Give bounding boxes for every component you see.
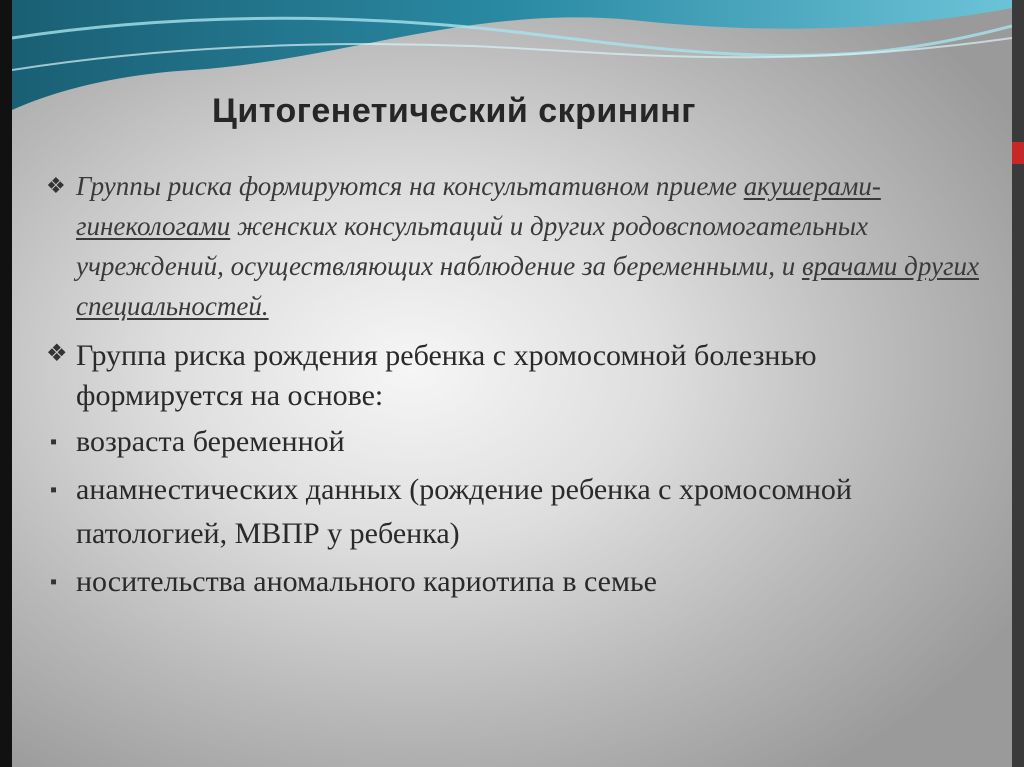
slide-content: [40, 166, 990, 604]
sub-item-text: возраста беременной: [76, 425, 345, 458]
bullet1-underlined-a: акушерами-гинекологами: [76, 171, 881, 241]
sub-item-text: носительства аномального кариотипа в семье: [76, 565, 657, 598]
sub-item-karyotype: [40, 560, 990, 604]
accent-red-marker: [1012, 142, 1024, 164]
bullet2-text: Группа риска рождения ребенка с хромосомной болезнью формируется на основе:: [76, 339, 817, 412]
bullet-risk-groups: [40, 166, 990, 326]
diamond-bullet-icon: ❖: [46, 173, 66, 198]
bullet-risk-basis: [40, 336, 990, 416]
square-bullet-icon: ▪: [50, 479, 58, 501]
bullet1-text-b: женских консультаций и других родовспомогательных учреждений, осуществляющих наблюдение за беременными, и: [76, 211, 869, 281]
sub-item-text: анамнестических данных (рождение ребенка с хромосомной патологией, МВПР у ребенка): [76, 473, 852, 550]
sub-item-age: [40, 420, 990, 464]
sub-item-anamnesis: [40, 468, 990, 556]
right-frame-edge: [1012, 0, 1024, 767]
bullet1-text-a: Группы риска формируются на консультативном приеме: [76, 171, 744, 201]
square-bullet-icon: ▪: [50, 571, 58, 593]
slide-title: Цитогенетический скрининг: [212, 92, 696, 130]
diamond-bullet-icon: ❖: [46, 341, 68, 367]
bullet1-underlined-b: врачами других специальностей.: [76, 251, 979, 321]
square-bullet-icon: ▪: [50, 431, 58, 453]
slide: [12, 0, 1012, 767]
left-frame-edge: [0, 0, 12, 767]
